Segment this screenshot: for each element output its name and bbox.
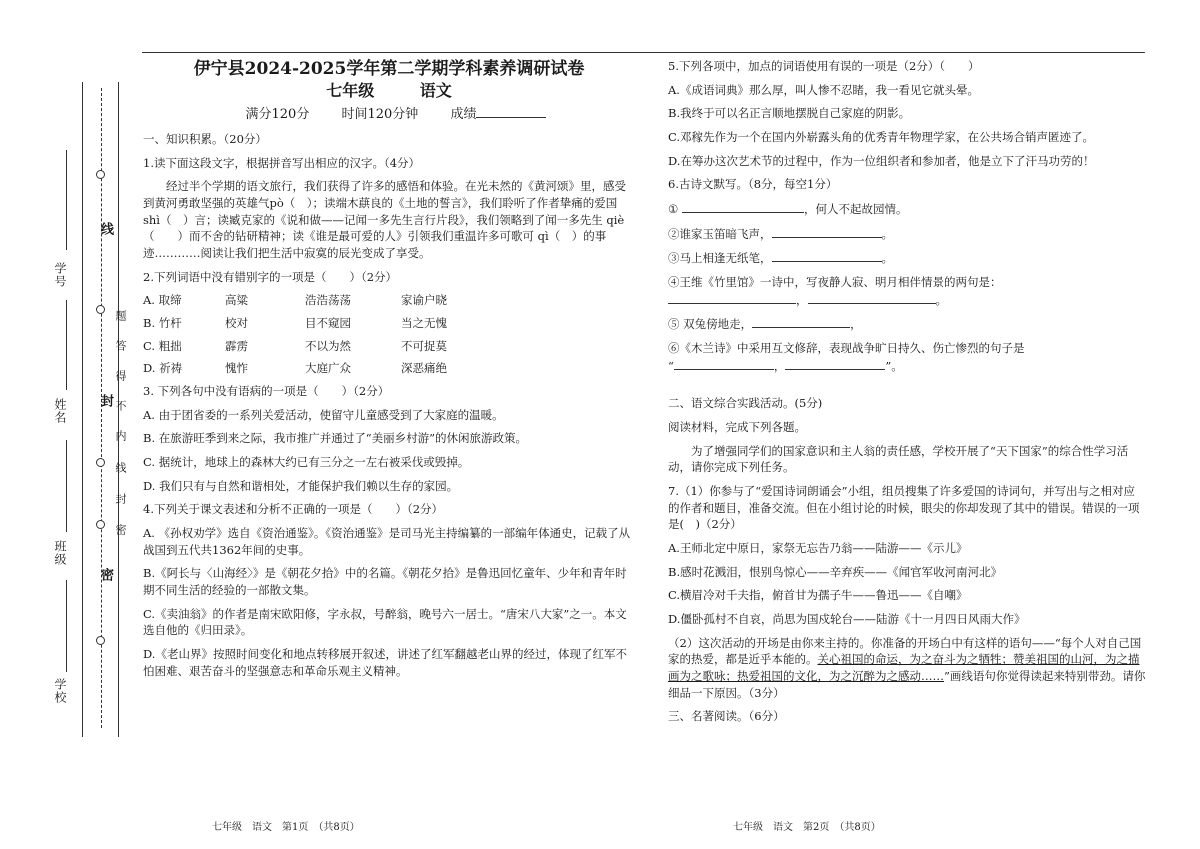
q2-word: 高粱	[225, 293, 248, 308]
student-id-field[interactable]	[66, 150, 67, 250]
q3-stem: 3. 下列各句中没有语病的一项是（ ）（2分）	[143, 383, 390, 398]
q2-word: 不以为然	[305, 338, 351, 353]
student-id-label: 学号	[53, 262, 67, 288]
q2-stem: 2.下列词语中没有错别字的一项是（ ）（2分）	[143, 269, 398, 284]
q2-word: 浩浩荡荡	[305, 293, 351, 308]
q2-word: C. 粗拙	[143, 338, 182, 353]
binding-hole	[96, 636, 105, 645]
q2-word: 目不窥园	[305, 315, 351, 330]
q7-option-c: C.横眉冷对千夫指，俯首甘为孺子牛——鲁迅——《自嘲》	[668, 588, 968, 603]
school-label: 学校	[53, 678, 67, 704]
read-instruction: 阅读材料，完成下列各题。	[668, 420, 806, 435]
exam-subtitle	[143, 80, 635, 102]
q2-word: B. 竹杆	[143, 315, 182, 330]
q6-blank-2[interactable]	[772, 225, 882, 238]
q2-word: A. 取缔	[143, 293, 182, 308]
q7-2-intro: （2）这次活动的开场是由你来主持的。你准备的开场白中有这样的语句——“每个人对自己国家的热爱，都是近乎本能的。	[668, 635, 1142, 667]
page-2	[668, 58, 1146, 732]
name-label: 姓名	[53, 398, 67, 424]
q7-option-b: B.感时花溅泪，恨别鸟惊心——辛弃疾——《闻官军收河南河北》	[668, 564, 1003, 579]
q6-item-4: ④王维《竹里馆》一诗中，写夜静人寂、明月相伴情景的两句是：	[668, 275, 1002, 290]
q5-stem: 5.下列各项中，加点的词语使用有误的一项是（2分）（ ）	[668, 59, 980, 73]
q7-part-1: 7.（1）你参与了“爱国诗词朗诵会”小组，组员搜集了许多爱国的诗词句，并写出与之相对应的作者和题目，准备交流。但在小组讨论的时候，眼尖的你却发现了其中的错误。错误的一项是( )（2分）	[668, 484, 1140, 532]
q5-option-c: C.邓稼先作为一个在国内外崭露头角的优秀青年物理学家，在公共场合销声匿迹了。	[668, 130, 1095, 145]
page-2-footer: 七年级 语文 第2页 （共8页）	[733, 822, 881, 833]
grade-label: 七年级	[326, 81, 375, 100]
q5-option-b: B.我终于可以名正言顺地摆脱自己家庭的阴影。	[668, 106, 911, 121]
seal-mark-seal: 封	[98, 394, 113, 407]
seal-mark-close: 密	[98, 568, 113, 581]
q2-word: 大庭广众	[305, 361, 351, 376]
q4-option-a: A. 《孙权劝学》选自《资治通鉴》。《资治通鉴》是司马光主持编纂的一部编年体通史，记载了从战国到五代共1362年间的史事。	[143, 525, 631, 557]
full-score: 满分120分	[245, 107, 310, 122]
outer-binding-line	[82, 82, 83, 737]
q4-option-c: C.《卖油翁》的作者是南宋欧阳修，字永叔，号醉翁，晚号六一居士。“唐宋八大家”之一。本文选自他的《归田录》。	[143, 606, 627, 638]
q2-word: 深恶痛绝	[401, 361, 447, 376]
warning-char: 不	[114, 400, 127, 411]
q5-option-d: D.在筹办这次艺术节的过程中，作为一位组织者和参加者，他是立下了汗马功劳的！	[668, 153, 1095, 168]
exam-meta	[143, 106, 635, 125]
warning-char: 线	[114, 462, 127, 473]
top-rule	[142, 52, 1145, 53]
q6-item-4-blanks: ， 。	[668, 291, 1146, 309]
page-1	[143, 58, 635, 686]
binding-hole	[96, 520, 105, 529]
binding-hole	[96, 170, 105, 179]
q6-5-text: ⑤ 双兔傍地走，	[668, 317, 753, 332]
warning-char: 答	[114, 340, 127, 351]
q6-blank-1[interactable]	[682, 200, 804, 213]
section-3-heading: 三、名著阅读。（6分）	[668, 709, 785, 724]
section-2-heading: 二、语文综合实践活动。(5分)	[668, 396, 823, 411]
q6-blank-5[interactable]	[752, 315, 850, 328]
result-field[interactable]	[476, 117, 546, 118]
q7-part-2	[668, 635, 1146, 702]
q2-option-row	[143, 315, 635, 332]
q2-option-row	[143, 360, 635, 377]
q1-passage: 经过半个学期的语文旅行，我们获得了许多的感悟和体验。在光未然的《黄河颂》里，感受到黄河勇敢坚强的英雄气pò（ ）；读端木蕻良的《土地的誓言》，我们聆听了作者挚痛的爱国 shì（ ）言；读臧克家的《说和做——记闻一多先生言行片段》，我们领略到了闻一多先生 qiè（ ）而不舍的钻研精神；读《谁是最可爱的人》引领我们重温许多可歌可 qì（ ）的事迹…………阅读让我们把生活中寂寞的辰光变成了享受。	[143, 179, 626, 260]
school-field[interactable]	[66, 580, 67, 672]
warning-char: 题	[114, 310, 127, 321]
class-field[interactable]	[66, 440, 67, 532]
q3-option-a: A. 由于团省委的一系列关爱活动，使留守儿童感受到了大家庭的温暖。	[143, 407, 504, 422]
q3-option-b: B. 在旅游旺季到来之际，我市推广并通过了“美丽乡村游”的休闲旅游政策。	[143, 431, 528, 446]
q6-stem: 6.古诗文默写。（8分，每空1分）	[668, 177, 838, 192]
result-label: 成绩	[450, 107, 477, 122]
q7-option-a: A.王师北定中原日，家祭无忘告乃翁——陆游——《示儿》	[668, 541, 968, 556]
time-limit: 时间120分钟	[341, 107, 419, 122]
page-1-footer: 七年级 语文 第1页 （共8页）	[212, 822, 360, 833]
warning-char: 得	[114, 370, 127, 381]
q2-word: 家谕户晓	[401, 293, 447, 308]
q5-option-a: A.《成语词典》那么厚，叫人惨不忍睹，我一看见它就头晕。	[668, 82, 979, 97]
q6-blank-6b[interactable]	[785, 357, 885, 370]
q7-2-underlined: 关心祖国的命运，为之奋斗为之牺牲；赞美祖国的山河，为之描画为之歌咏；热爱祖国的文化，为之沉醉为之感动……	[668, 652, 1140, 684]
q3-option-c: C. 据统计，地球上的森林大约已有三分之一左右被采伐或毁掉。	[143, 454, 470, 469]
q2-word: 霹雳	[225, 338, 248, 353]
exam-title: 伊宁县2024-2025学年第二学期学科素养调研试卷	[193, 59, 585, 79]
q3-option-d: D. 我们只有与自然和谐相处，才能保护我们赖以生存的家园。	[143, 478, 459, 493]
q6-item-1: ① ，何人不起故园情。	[668, 202, 908, 217]
q6-1-text: ，何人不起故园情。	[803, 202, 908, 217]
q6-item-3: ③马上相逢无纸笔， 。	[668, 251, 893, 266]
q2-word: 当之无愧	[401, 315, 447, 330]
q4-option-b: B.《阿长与〈山海经〉》是《朝花夕拾》中的名篇。《朝花夕拾》是鲁迅回忆童年、少年和青年时期不同生活的经验的一部散文集。	[143, 566, 627, 597]
binding-hole	[96, 305, 105, 314]
q6-blank-6a[interactable]	[674, 357, 774, 370]
q6-2-text: ②谁家玉笛暗飞声，	[668, 226, 772, 241]
seal-mark-line: 线	[98, 222, 113, 235]
q2-options	[143, 292, 635, 377]
q7-2-task: ”画线语句你觉得读起来特别带劲。请你细品一下原因。（3分）	[668, 669, 1146, 700]
q6-item-6: ⑥《木兰诗》中采用互文修辞，表现战争旷日持久、伤亡惨烈的句子是	[668, 341, 1025, 356]
section-1-heading: 一、知识积累。（20分）	[143, 131, 267, 146]
q4-option-d: D.《老山界》按照时间变化和地点转移展开叙述，讲述了红军翻越老山界的经过，体现了红军不怕困难、艰苦奋斗的坚强意志和革命乐观主义精神。	[143, 646, 627, 678]
q2-option-row	[143, 338, 635, 355]
q6-item-2: ②谁家玉笛暗飞声， 。	[668, 226, 893, 241]
q2-word: 愧怍	[225, 361, 248, 376]
q6-item-6-blanks: “ ， ”。	[668, 358, 903, 373]
q1-stem: 1.读下面这段文字，根据拼音写出相应的汉字。（4分）	[143, 155, 421, 170]
q6-item-5: ⑤ 双兔傍地走， ，	[668, 317, 862, 332]
binding-hole	[96, 458, 105, 467]
q2-word: D. 祈祷	[143, 361, 183, 376]
warning-char: 内	[114, 430, 127, 441]
warning-char: 封	[114, 493, 127, 504]
subject-label: 语文	[419, 81, 452, 100]
q6-blank-4b[interactable]	[808, 291, 936, 304]
q2-word: 不可捉莫	[401, 338, 447, 353]
inner-binding-line	[101, 88, 102, 728]
q6-blank-3[interactable]	[772, 249, 882, 262]
q2-option-row	[143, 292, 635, 309]
q7-option-d: D.僵卧孤村不自哀，尚思为国戍轮台——陆游《十一月四日风雨大作》	[668, 612, 1026, 627]
activity-material: 为了增强同学们的国家意识和主人翁的责任感，学校开展了“天下国家”的综合性学习活动，请你完成下列任务。	[668, 443, 1129, 475]
class-label: 班级	[53, 540, 67, 566]
binding-strip	[0, 0, 140, 849]
q2-word: 校对	[225, 315, 248, 330]
q6-3-text: ③马上相逢无纸笔，	[668, 251, 772, 266]
q6-blank-4a[interactable]	[668, 291, 796, 304]
warning-char: 密	[114, 524, 127, 535]
q4-stem: 4.下列关于课文表述和分析不正确的一项是（ ）（2分）	[143, 502, 444, 517]
name-field[interactable]	[66, 300, 67, 390]
